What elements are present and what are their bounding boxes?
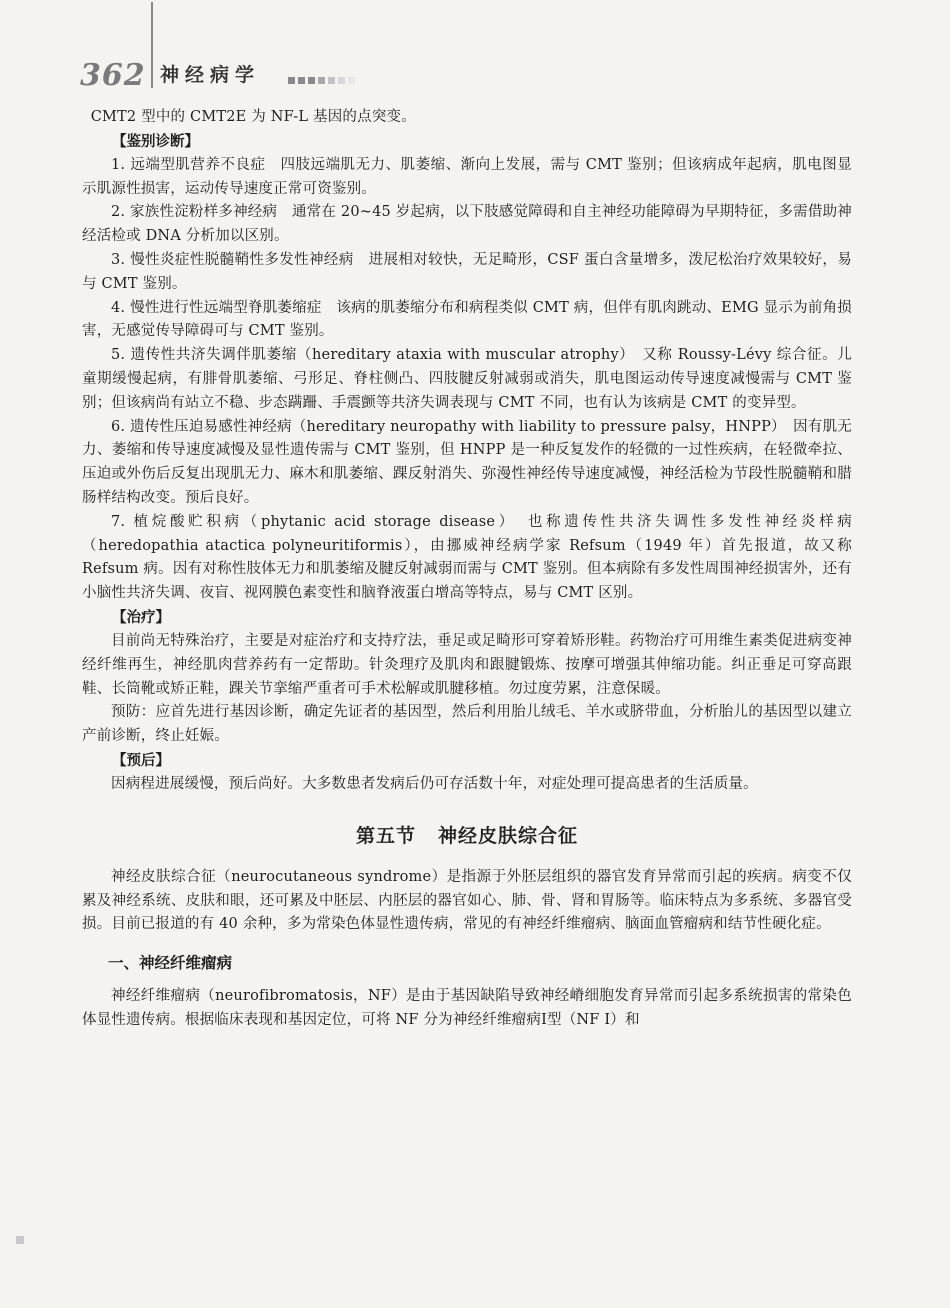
section-intro: 神经皮肤综合征（neurocutaneous syndrome）是指源于外胚层组织的器官发育异常而引起的疾病。病变不仅累及神经系统、皮肤和眼，还可累及中胚层、内胚层的器官如心、肺、骨、肾和胃肠等。临床特点为多系统、多器官受损。目前已报道的有 40 余种，多为常染色体显性遗传病，常见的有神经纤维瘤病、脑面血管瘤病和结节性硬化症。	[82, 868, 852, 933]
differential-item: 4. 慢性进行性远端型脊肌萎缩症 该病的肌萎缩分布和病程类似 CMT 病，但伴有肌肉跳动、EMG 显示为前角损害，无感觉传导障碍可与 CMT 鉴别。	[82, 299, 852, 340]
margin-mark	[16, 1236, 24, 1244]
prevention-paragraph: 预防：应首先进行基因诊断，确定先证者的基因型，然后利用胎儿绒毛、羊水或脐带血，分析胎儿的基因型以建立产前诊断，终止妊娠。	[82, 704, 852, 745]
prognosis-heading: 【预后】	[112, 752, 170, 769]
section-name: 神经皮肤综合征	[438, 824, 579, 847]
book-title: 神经病学	[160, 64, 261, 86]
header-divider	[151, 2, 153, 88]
page-content	[82, 106, 852, 1033]
differential-item: 7. 植烷酸贮积病（phytanic acid storage disease） 也称遗传性共济失调性多发性神经炎样病（heredopathia atactica polyneuritiformis），由挪威神经病学家 Refsum（1949 年）首先报道，故又称 Refsum 病。因有对称性肢体无力和肌萎缩及腱反射减弱而需与 CMT 鉴别。但本病除有多发性周围神经损害外，还有小脑性共济失调、夜盲、视网膜色素变性和脑脊液蛋白增高等特点，易与 CMT 区别。	[82, 513, 852, 602]
differential-item: 5. 遗传性共济失调伴肌萎缩（hereditary ataxia with muscular atrophy） 又称 Roussy-Lévy 综合征。儿童期缓慢起病，有腓骨肌萎缩、弓形足、脊柱侧凸、四肢腱反射减弱或消失，肌电图运动传导速度减慢需与 CMT 鉴别；但该病尚有站立不稳、步态蹒跚、手震颤等共济失调表现与 CMT 不同，也有认为该病是 CMT 的变异型。	[82, 347, 852, 411]
differential-heading: 【鉴别诊断】	[112, 133, 199, 150]
section-title	[82, 821, 852, 848]
header-decoration	[288, 69, 358, 88]
section-number: 第五节	[355, 824, 416, 847]
differential-item: 6. 遗传性压迫易感性神经病（hereditary neuropathy with liability to pressure palsy，HNPP） 因有肌无力、萎缩和传导速度减慢及显性遗传需与 CMT 鉴别，但 HNPP 是一种反复发作的轻微的一过性疾病，在轻微牵拉、压迫或外伤后反复出现肌无力、麻木和肌萎缩、踝反射消失、弥漫性神经传导速度减慢，神经活检为节段性脱髓鞘和腊肠样结构改变。预后良好。	[82, 418, 852, 506]
treatment-paragraph: 目前尚无特殊治疗，主要是对症治疗和支持疗法，垂足或足畸形可穿着矫形鞋。药物治疗可用维生素类促进病变神经纤维再生，神经肌肉营养药有一定帮助。针灸理疗及肌肉和跟腱锻炼、按摩可增强其伸缩功能。纠正垂足可穿高跟鞋、长筒靴或矫正鞋，踝关节挛缩严重者可手术松解或肌腱移植。勿过度劳累，注意保暖。	[82, 632, 852, 697]
differential-item: 1. 远端型肌营养不良症 四肢远端肌无力、肌萎缩、渐向上发展，需与 CMT 鉴别；但该病成年起病，肌电图显示肌源性损害，运动传导速度正常可资鉴别。	[82, 156, 852, 197]
differential-item: 2. 家族性淀粉样多神经病 通常在 20~45 岁起病，以下肢感觉障碍和自主神经功能障碍为早期特征，多需借助神经活检或 DNA 分析加以区别。	[82, 204, 852, 245]
prognosis-paragraph: 因病程进展缓慢，预后尚好。大多数患者发病后仍可存活数十年，对症处理可提高患者的生活质量。	[111, 775, 758, 792]
subsection-paragraph: 神经纤维瘤病（neurofibromatosis，NF）是由于基因缺陷导致神经嵴细胞发育异常而引起多系统损害的常染色体显性遗传病。根据临床表现和基因定位，可将 NF 分为神经纤维瘤病Ⅰ型（NF Ⅰ）和	[82, 988, 852, 1028]
treatment-heading: 【治疗】	[112, 609, 170, 626]
subsection-title: 一、神经纤维瘤病	[108, 954, 233, 973]
page-number: 362	[80, 58, 146, 93]
differential-item: 3. 慢性炎症性脱髓鞘性多发性神经病 进展相对较快，无足畸形，CSF 蛋白含量增多，泼尼松治疗效果较好，易与 CMT 鉴别。	[82, 251, 852, 292]
intro-line: CMT2 型中的 CMT2E 为 NF-L 基因的点突变。	[90, 109, 416, 125]
